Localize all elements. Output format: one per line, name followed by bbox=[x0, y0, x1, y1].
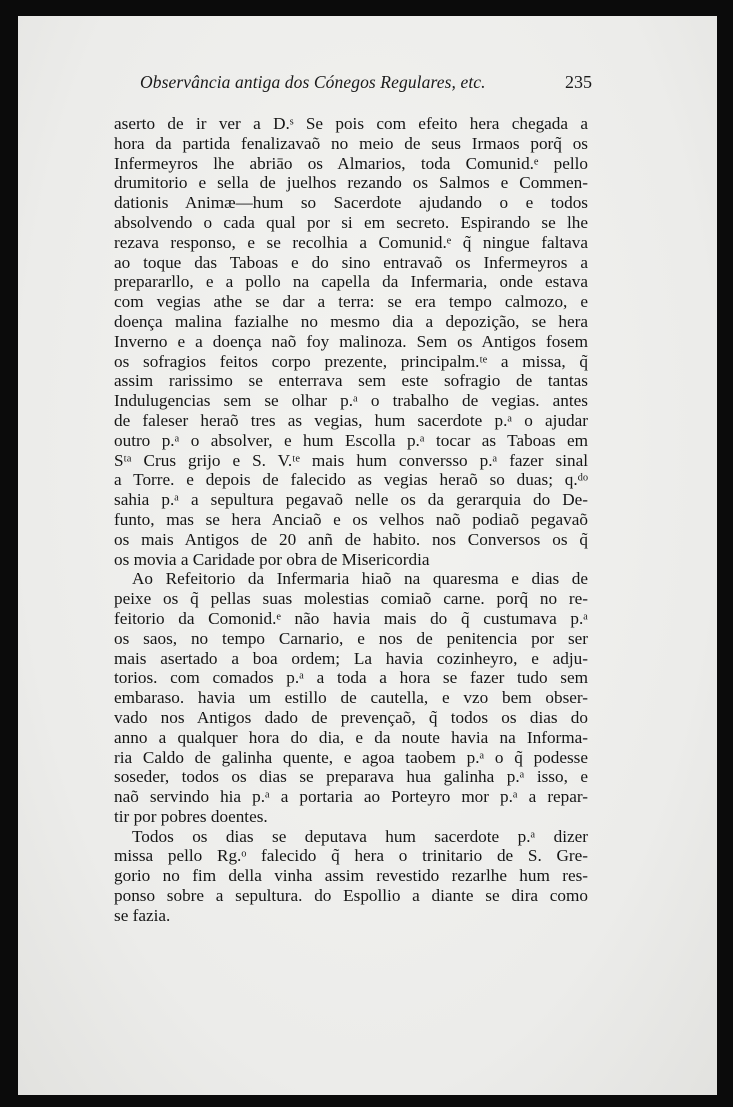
text-line: drumitorio e sella de juelhos rezando os Salmos e Commen- bbox=[114, 173, 588, 193]
text-line: ria Caldo de galinha quente, e agoa taobem p.ᵃ o q̃ podesse bbox=[114, 747, 588, 767]
text-line: os sofragios feitos corpo prezente, principalm.ᵗᵉ a missa, q̃ bbox=[114, 351, 588, 371]
text-line: sahia p.ᵃ a sepultura pegavaõ nelle os da gerarquia do De- bbox=[114, 490, 588, 510]
text-line: prepararllo, e a pollo na capella da Infermaria, onde estava bbox=[114, 272, 588, 292]
text-line: Infermeyros lhe abriāo os Almarios, toda Comunid.ᵉ pello bbox=[114, 153, 588, 173]
text-line: soseder, todos os dias se preparava hua galinha p.ᵃ isso, e bbox=[114, 767, 588, 787]
text-line: torios. com comados p.ᵃ a toda a hora se fazer tudo sem bbox=[114, 668, 588, 688]
text-line: tir por pobres doentes. bbox=[114, 806, 268, 826]
text-line: de faleser heraõ tres as vegias, hum sacerdote p.ᵃ o ajudar bbox=[114, 410, 588, 430]
text-line: a Torre. e depois de falecido as vegias heraõ so duas; q.ᵈᵒ bbox=[114, 470, 588, 490]
text-line: peixe os q̃ pellas suas molestias comiaõ carne. porq̃ no re- bbox=[114, 589, 588, 609]
text-line: embaraso. havia um estillo de cautella, e vzo bem obser- bbox=[114, 688, 588, 708]
text-line: os saos, no tempo Carnario, e nos de penitencia por ser bbox=[114, 628, 588, 648]
text-line: naõ servindo hia p.ᵃ a portaria ao Porteyro mor p.ᵃ a repar- bbox=[114, 787, 588, 807]
text-line: ponso sobre a sepultura. do Espollio a diante se dira como bbox=[114, 886, 588, 906]
running-title: Observância antiga dos Cónegos Regulares, etc. bbox=[140, 72, 486, 92]
text-line: feitorio da Comonid.ᵉ não havia mais do q̃ custumava p.ᵃ bbox=[114, 608, 588, 628]
text-line: rezava responso, e se recolhia a Comunid.ᵉ q̃ ningue faltava bbox=[114, 232, 588, 252]
text-line: aserto de ir ver a D.ˢ Se pois com efeito hera chegada a bbox=[114, 114, 588, 133]
text-line: missa pello Rg.ᵒ falecido q̃ hera o trinitario de S. Gre- bbox=[114, 846, 588, 866]
text-line: Inverno e a doença naõ foy malinoza. Sem os Antigos fosem bbox=[114, 331, 588, 351]
text-line: Todos os dias se deputava hum sacerdote p.ᵃ dizer bbox=[132, 826, 588, 846]
text-line: os mais Antigos de 20 anñ de habito. nos Conversos os q̃ bbox=[114, 529, 588, 549]
text-line: os movia a Caridade por obra de Misericordia bbox=[114, 549, 430, 569]
text-line: assim rarissimo se enterrava sem este sofragio de tantas bbox=[114, 371, 588, 391]
text-line: ao toque das Taboas e do sino entravaõ os Infermeyros a bbox=[114, 252, 588, 272]
page-header bbox=[130, 72, 600, 96]
text-line: hora da partida fenalizavaõ no meio de seus Irmaos porq̃ os bbox=[114, 133, 588, 153]
text-line: com vegias athe se dar a terra: se era tempo calmozo, e bbox=[114, 292, 588, 312]
text-line: doença malina fazialhe no mesmo dia a depozição, se hera bbox=[114, 311, 588, 331]
text-line: vado nos Antigos dado de prevençaõ, q̃ todos os dias do bbox=[114, 707, 588, 727]
text-line: funto, mas se hera Anciaõ e os velhos naõ podiaõ pegavaõ bbox=[114, 509, 588, 529]
text-line: Ao Refeitorio da Infermaria hiaõ na quaresma e dias de bbox=[132, 569, 588, 589]
text-line: Sᵗᵃ Crus grijo e S. V.ᵗᵉ mais hum conversso p.ᵃ fazer sinal bbox=[114, 450, 588, 470]
text-line: dationis Animæ—hum so Sacerdote ajudando o e todos bbox=[114, 193, 588, 213]
text-line: se fazia. bbox=[114, 905, 171, 925]
text-line: outro p.ᵃ o absolver, e hum Escolla p.ᵃ tocar as Taboas em bbox=[114, 430, 588, 450]
text-line: gorio no fim della vinha assim revestido rezarlhe hum res- bbox=[114, 866, 588, 886]
text-line: mais asertado a boa ordem; La havia cozinheyro, e adju- bbox=[114, 648, 588, 668]
text-line: anno a qualquer hora do dia, e da noute havia na Informa- bbox=[114, 727, 588, 747]
page-number: 235 bbox=[565, 72, 592, 92]
text-line: absolvendo o cada qual por si em secreto. Espirando se lhe bbox=[114, 212, 588, 232]
body-text bbox=[114, 114, 588, 926]
text-line: Indulugencias sem se olhar p.ᵃ o trabalho de vegias. antes bbox=[114, 391, 588, 411]
